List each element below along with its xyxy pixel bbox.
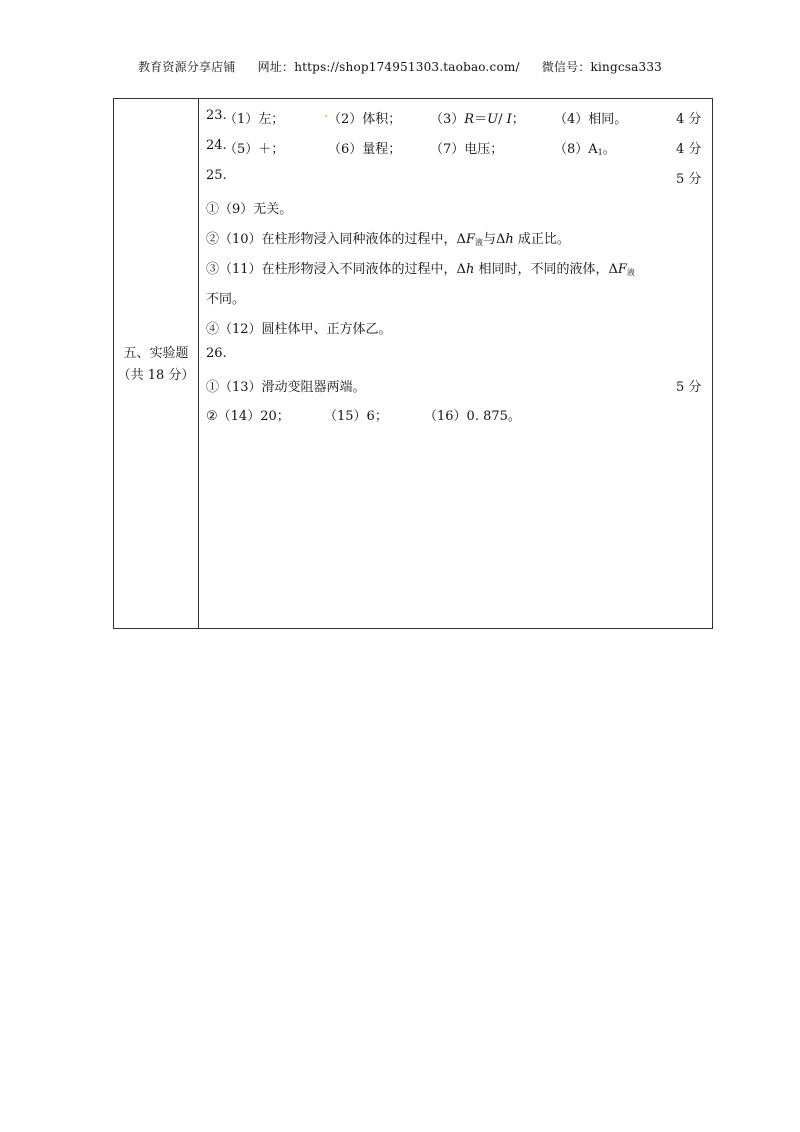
shop-url: 网址：https://shop174951303.taobao.com/ bbox=[257, 60, 520, 74]
score-25: 5 分 bbox=[676, 172, 702, 187]
answer-15: （15）6； bbox=[324, 409, 388, 424]
answer-7: （7）电压； bbox=[430, 142, 504, 157]
score-24: 4 分 bbox=[676, 142, 702, 157]
page-header bbox=[0, 58, 800, 75]
answer-row-24 bbox=[206, 138, 676, 156]
answer-11: ③（11）在柱形物浸入不同液体的过程中，Δh 相同时，不同的液体，$\Delta F_液$ bbox=[206, 262, 635, 277]
question-number: 24. bbox=[206, 138, 227, 153]
answer-row-26b bbox=[206, 405, 566, 423]
answer-row-23 bbox=[206, 108, 676, 126]
answer-8: $(8)A_1$。 bbox=[554, 142, 616, 157]
score-26: 5 分 bbox=[676, 380, 702, 395]
section-points: （共 18 分） bbox=[117, 368, 195, 383]
question-number-26: 26. bbox=[206, 346, 227, 361]
answer-4: （4）相同。 bbox=[554, 112, 628, 127]
wechat-id: 微信号：kingcsa333 bbox=[541, 60, 662, 74]
stray-dot: . bbox=[324, 106, 329, 121]
answer-6: （6）量程； bbox=[328, 142, 402, 157]
answer-16: （16）0. 875。 bbox=[424, 409, 521, 424]
answer-11-continued: 不同。 bbox=[206, 292, 246, 307]
column-divider bbox=[198, 98, 199, 629]
shop-name: 教育资源分享店铺 bbox=[137, 60, 236, 74]
answer-9: ①（9）无关。 bbox=[206, 202, 293, 217]
answer-14: ②（14）20； bbox=[206, 409, 290, 424]
answer-1: （1）左； bbox=[224, 112, 285, 127]
score-23: 4 分 bbox=[676, 112, 702, 127]
question-number-25: 25. bbox=[206, 168, 227, 183]
answer-3: （3）R＝U/ I； bbox=[430, 112, 525, 127]
question-number: 23. bbox=[206, 108, 227, 123]
answer-2: （2）体积； bbox=[328, 112, 402, 127]
answer-5: （5）＋； bbox=[224, 142, 285, 157]
answer-12: ④（12）圆柱体甲、正方体乙。 bbox=[206, 322, 392, 337]
section-title: 五、实验题 bbox=[123, 346, 189, 361]
answer-13: ①（13）滑动变阻器两端。 bbox=[206, 380, 366, 395]
answer-10: ②（10）在柱形物浸入同种液体的过程中，$\Delta F_液$与Δh 成正比。 bbox=[206, 232, 570, 247]
answer-table bbox=[113, 98, 713, 629]
